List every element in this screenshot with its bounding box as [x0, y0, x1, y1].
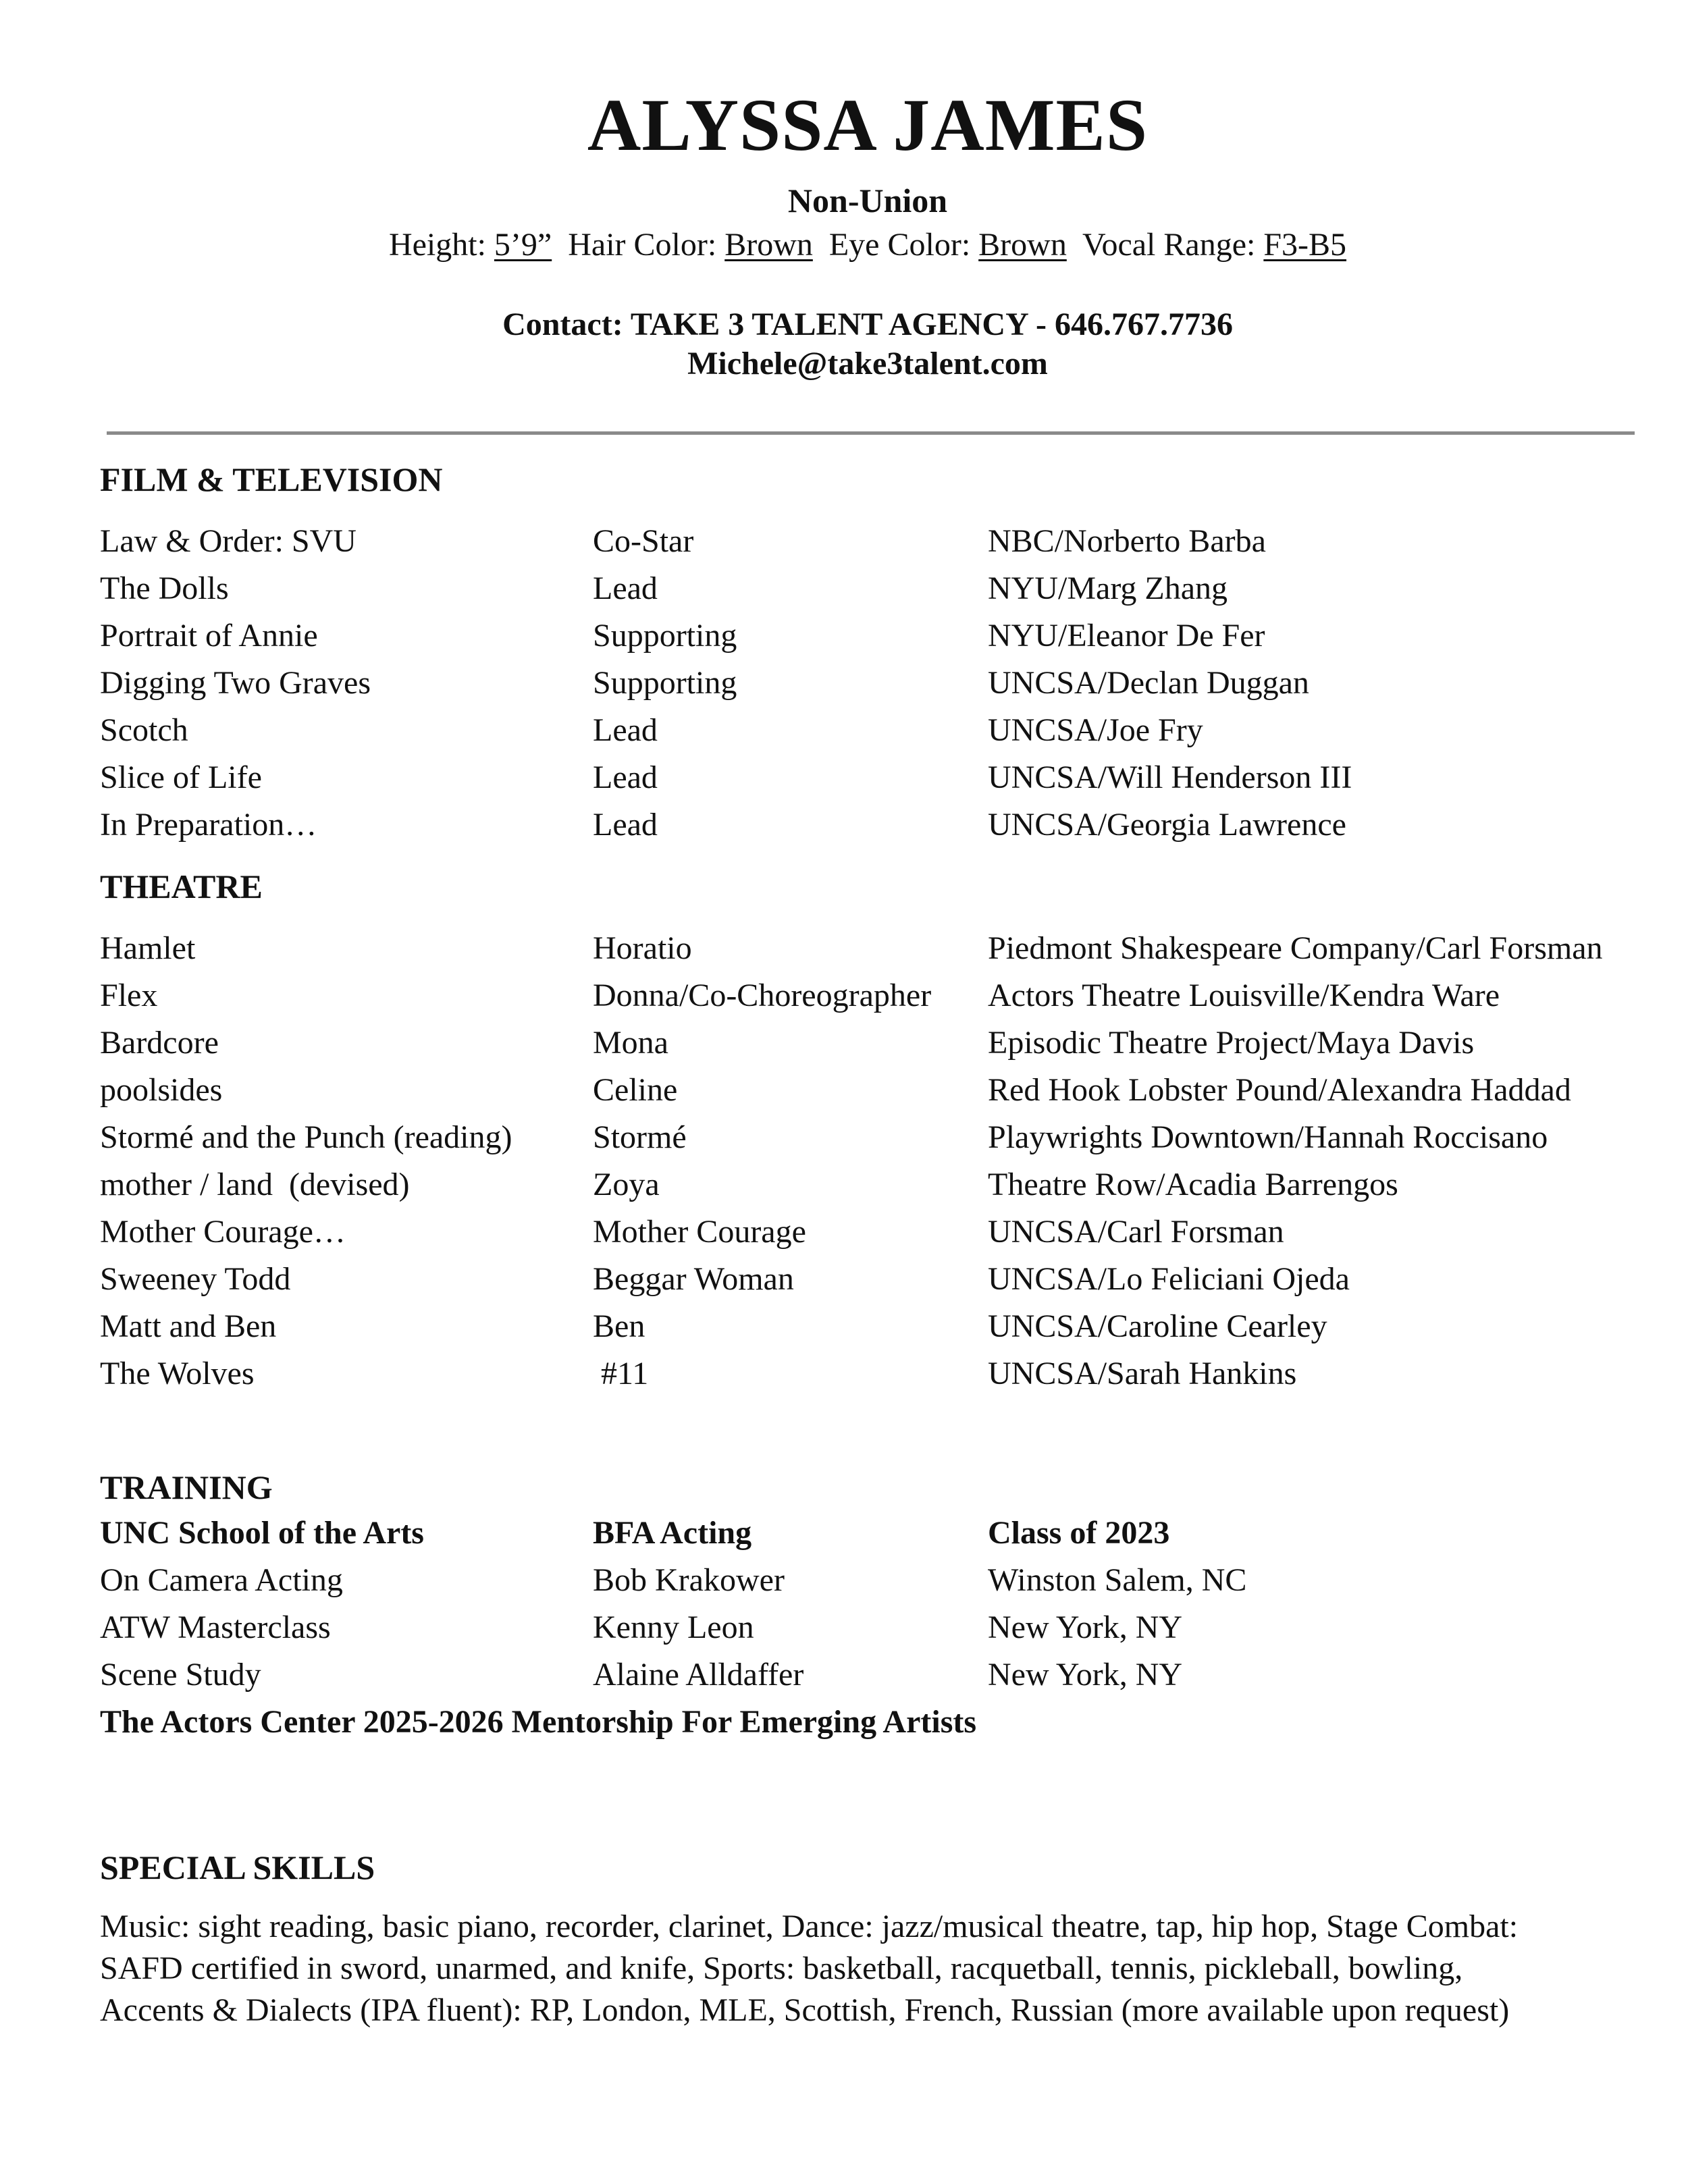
table-row [100, 565, 1680, 612]
credit-company: NYU/Eleanor De Fer [988, 618, 1265, 654]
credit-company: Piedmont Shakespeare Company/Carl Forsman [988, 930, 1603, 966]
training-teacher: Bob Krakower [593, 1562, 785, 1598]
skills-line: Accents & Dialects (IPA fluent): RP, London, MLE, Scottish, French, Russian (more available upon request) [100, 1992, 1510, 2028]
credit-company: UNCSA/Will Henderson III [988, 760, 1352, 795]
table-row [100, 518, 1680, 565]
training-course: Scene Study [100, 1657, 261, 1693]
credit-title: Sweeney Todd [100, 1261, 291, 1297]
credit-title: poolsides [100, 1072, 223, 1108]
training-location: New York, NY [988, 1609, 1183, 1645]
section-title-training: TRAINING [100, 1468, 273, 1506]
credit-company: Theatre Row/Acadia Barrengos [988, 1167, 1398, 1202]
credit-company: UNCSA/Joe Fry [988, 712, 1203, 748]
credit-company: UNCSA/Sarah Hankins [988, 1356, 1297, 1391]
height-value: 5’9” [494, 227, 552, 263]
credit-company: NBC/Norberto Barba [988, 523, 1266, 559]
credit-company: Red Hook Lobster Pound/Alexandra Haddad [988, 1072, 1571, 1108]
section-title-skills: SPECIAL SKILLS [100, 1848, 375, 1886]
credit-company: UNCSA/Lo Feliciani Ojeda [988, 1261, 1350, 1297]
credit-title: Mother Courage… [100, 1214, 346, 1250]
credit-title: mother / land (devised) [100, 1167, 410, 1202]
credit-company: UNCSA/Carl Forsman [988, 1214, 1284, 1250]
mentorship-line: The Actors Center 2025-2026 Mentorship For Emerging Artists [100, 1704, 977, 1740]
table-row [100, 1067, 1680, 1114]
credit-company: NYU/Marg Zhang [988, 570, 1228, 606]
credit-title: Flex [100, 978, 158, 1013]
table-row [100, 707, 1680, 754]
training-course: ATW Masterclass [100, 1609, 331, 1645]
credit-title: Slice of Life [100, 760, 262, 795]
training-teacher: Kenny Leon [593, 1609, 754, 1645]
eye-value: Brown [978, 227, 1067, 263]
credit-title: The Dolls [100, 570, 229, 606]
table-row [100, 1208, 1680, 1256]
credit-role: Ben [593, 1308, 645, 1344]
credit-role: Beggar Woman [593, 1261, 794, 1297]
hair-label: Hair Color: [552, 227, 725, 263]
credit-role: Supporting [593, 665, 737, 701]
table-row [100, 972, 1680, 1019]
credit-role: Mother Courage [593, 1214, 806, 1250]
actor-name: ALYSSA JAMES [587, 84, 1149, 166]
credit-company: UNCSA/Declan Duggan [988, 665, 1309, 701]
eye-label: Eye Color: [812, 227, 979, 263]
hair-value: Brown [724, 227, 813, 263]
training-class: Class of 2023 [988, 1515, 1170, 1551]
credit-role: Lead [593, 760, 658, 795]
credit-company: UNCSA/Caroline Cearley [988, 1308, 1327, 1344]
training-degree-row [100, 1510, 1680, 1557]
credit-role: Donna/Co-Choreographer [593, 978, 932, 1013]
credit-title: Portrait of Annie [100, 618, 318, 654]
physical-stats [0, 223, 1688, 267]
training-degree: BFA Acting [593, 1515, 752, 1551]
credit-role: Horatio [593, 930, 692, 966]
table-row [100, 660, 1680, 707]
credit-role: Mona [593, 1025, 668, 1061]
table-row [100, 1651, 1680, 1699]
table-row [100, 1557, 1680, 1604]
credit-role: #11 [593, 1356, 649, 1391]
training-location: New York, NY [988, 1657, 1183, 1693]
table-row [100, 612, 1680, 660]
table-row [100, 925, 1680, 972]
table-row [100, 1256, 1680, 1303]
credit-company: Actors Theatre Louisville/Kendra Ware [988, 978, 1500, 1013]
header-divider [107, 431, 1635, 435]
credit-role: Zoya [593, 1167, 660, 1202]
credit-title: Digging Two Graves [100, 665, 371, 701]
section-title-theatre: THEATRE [100, 868, 263, 905]
credit-role: Lead [593, 570, 658, 606]
credit-role: Celine [593, 1072, 678, 1108]
credit-title: Matt and Ben [100, 1308, 277, 1344]
section-title-film: FILM & TELEVISION [100, 460, 443, 498]
special-skills-text [100, 1906, 1653, 2031]
vocal-value: F3-B5 [1263, 227, 1347, 263]
training-school: UNC School of the Arts [100, 1515, 424, 1551]
vocal-label: Vocal Range: [1066, 227, 1264, 263]
credit-title: Stormé and the Punch (reading) [100, 1119, 512, 1155]
training-course: On Camera Acting [100, 1562, 343, 1598]
credit-company: Episodic Theatre Project/Maya Davis [988, 1025, 1475, 1061]
training-teacher: Alaine Alldaffer [593, 1657, 804, 1693]
table-row [100, 1604, 1680, 1651]
contact-block [0, 305, 1688, 383]
table-row [100, 1019, 1680, 1067]
table-row [100, 754, 1680, 801]
credit-role: Co-Star [593, 523, 694, 559]
contact-email[interactable]: Michele@take3talent.com [687, 346, 1048, 381]
credit-title: The Wolves [100, 1356, 255, 1391]
credit-title: Law & Order: SVU [100, 523, 357, 559]
credit-role: Supporting [593, 618, 737, 654]
table-row [100, 1350, 1680, 1397]
credit-role: Lead [593, 807, 658, 843]
union-status: Non-Union [787, 182, 948, 219]
credit-company: Playwrights Downtown/Hannah Roccisano [988, 1119, 1548, 1155]
table-row [100, 1303, 1680, 1350]
contact-agency: Contact: TAKE 3 TALENT AGENCY - 646.767.7736 [502, 307, 1233, 342]
table-row [100, 1114, 1680, 1161]
credit-title: Hamlet [100, 930, 196, 966]
credit-title: Bardcore [100, 1025, 219, 1061]
table-row [100, 801, 1680, 849]
credit-title: Scotch [100, 712, 188, 748]
height-label: Height: [388, 227, 494, 263]
credit-title: In Preparation… [100, 807, 317, 843]
credit-role: Lead [593, 712, 658, 748]
skills-line: Music: sight reading, basic piano, recorder, clarinet, Dance: jazz/musical theatre, tap, hip hop, Stage Combat: [100, 1909, 1519, 1944]
skills-line: SAFD certified in sword, unarmed, and knife, Sports: basketball, racquetball, tennis, pickleball, bowling, [100, 1950, 1463, 1986]
credit-company: UNCSA/Georgia Lawrence [988, 807, 1346, 843]
credit-role: Stormé [593, 1119, 687, 1155]
table-row [100, 1161, 1680, 1208]
training-location: Winston Salem, NC [988, 1562, 1247, 1598]
